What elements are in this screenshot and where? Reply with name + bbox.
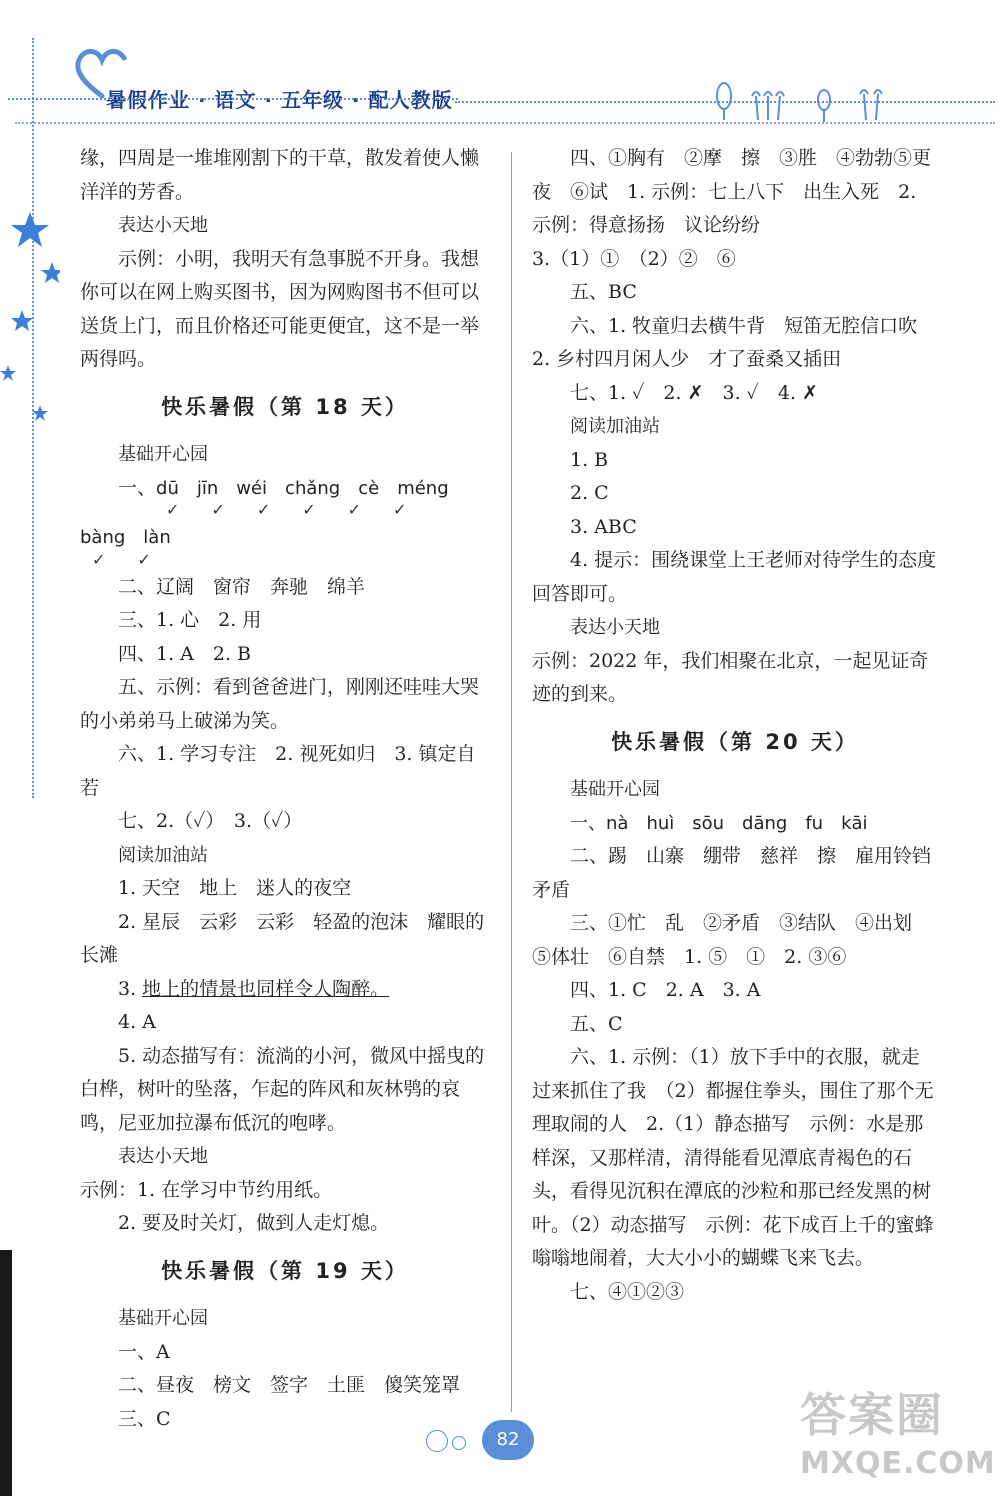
star-icon — [41, 262, 60, 283]
section-heading: 表达小天地 — [570, 617, 660, 638]
watermark-url: MXQE.COM — [800, 1446, 996, 1481]
section-heading: 阅读加油站 — [570, 416, 660, 437]
left-column — [80, 142, 490, 1436]
pinyin-answers: bàng làn — [80, 527, 171, 548]
column-divider — [511, 152, 512, 1412]
star-icon — [32, 405, 48, 421]
answer-line: 三、1. 心 2. 用 — [118, 609, 262, 631]
answer-line: 2. C — [570, 482, 609, 504]
star-icon — [0, 365, 16, 381]
day-heading: 快乐暑假（第 18 天） — [161, 394, 409, 419]
circle-decoration — [426, 1430, 448, 1452]
watermark-text: 答案圈 — [800, 1388, 944, 1442]
stars-decoration — [0, 200, 60, 430]
page-number: 82 — [482, 1420, 534, 1460]
answer-line: 4. A — [118, 1011, 156, 1033]
answer-line: 六、1. 示例：（1）放下手中的衣服，就走过来抓住了我 （2）都握住拳头，围住了那个无理取闹的人 2.（1）静态描写 示例：水是那样深，又那样清，清得能看见潭底青褐色的石头，看得见沉积在潭底的沙粒和那已经发黑的树叶。（2）动态描写 示例：花下成百上千的蜜蜂嗡嗡地闹着，大大小小的蝴蝶飞来飞去。 — [532, 1046, 934, 1269]
header-divider — [8, 98, 458, 100]
answer-line: 五、示例：看到爸爸进门，刚刚还哇哇大哭的小弟弟马上破涕为笑。 — [80, 676, 480, 732]
header-title: 暑假作业 · 语文 · 五年级 · 配人教版 — [106, 88, 453, 112]
answer-number: 3. — [118, 977, 143, 1000]
day-heading: 快乐暑假（第 19 天） — [161, 1258, 409, 1283]
answer-line: 七、2.（✓） 3.（✓） — [118, 810, 303, 832]
day-heading: 快乐暑假（第 20 天） — [611, 729, 859, 754]
paragraph: 示例：小明，我明天有急事脱不开身。我想你可以在网上购买图书，因为网购图书不但可以送货上门，而且价格还可能更便宜，这不是一举两得吗。 — [80, 247, 480, 370]
answer-line: 七、④①②③ — [570, 1280, 685, 1303]
answer-line: 三、C — [118, 1407, 171, 1430]
tick-marks: ✓ ✓ ✓ ✓ ✓ ✓ — [166, 500, 407, 519]
answer-line: 3.（1）① （2）② ⑥ — [532, 247, 736, 270]
answer-line — [80, 973, 490, 1007]
scan-edge-bar — [0, 1250, 12, 1496]
answer-line: 四、1. A 2. B — [118, 642, 252, 665]
answer-line: 二、踢 山寨 绷带 慈祥 擦 雇用铃铛 矛盾 — [532, 845, 951, 901]
paragraph: 缘，四周是一堆堆刚割下的干草，散发着使人懒洋洋的芳香。 — [80, 147, 480, 203]
underlined-answer: 地上的情景也同样令人陶醉。 — [142, 977, 390, 1000]
answer-line: 示例：1. 在学习中节约用纸。 — [80, 1178, 333, 1201]
answer-line: 1. 天空 地上 迷人的夜空 — [118, 877, 352, 899]
answer-line: 五、C — [570, 1012, 623, 1035]
section-heading: 表达小天地 — [118, 215, 208, 236]
answer-line: 三、①忙 乱 ②矛盾 ③结队 ④出划 ⑤体壮 ⑥自禁 1. ⑤ ① 2. ③⑥ — [532, 912, 932, 968]
plants-icon — [712, 78, 897, 123]
pinyin-answers: 一、nà huì sōu dāng fu kāi — [570, 812, 868, 834]
answer-line: 一、A — [118, 1340, 170, 1363]
section-heading: 基础开心园 — [570, 779, 660, 800]
section-heading: 表达小天地 — [118, 1146, 208, 1167]
section-heading: 阅读加油站 — [118, 844, 208, 866]
answer-line: 四、1. C 2. A 3. A — [570, 979, 761, 1001]
answer-line: 七、1. ✓ 2. ✗ 3. ✓ 4. ✗ — [570, 381, 819, 404]
circle-decoration — [452, 1436, 466, 1450]
tick-marks: ✓ ✓ — [92, 549, 151, 569]
right-column — [532, 142, 951, 1309]
answer-line: 五、BC — [570, 281, 637, 303]
answer-line: 4. 提示：围绕课堂上王老师对待学生的态度回答即可。 — [532, 549, 937, 605]
star-icon — [11, 212, 49, 247]
section-heading: 基础开心园 — [118, 1308, 208, 1329]
answer-line: 1. B — [570, 448, 609, 471]
answer-line: 示例：2022 年，我们相聚在北京，一起见证奇迹的到来。 — [532, 649, 929, 705]
answer-line: 二、辽阔 窗帘 奔驰 绵羊 — [118, 575, 366, 598]
pinyin-answers: dū jīn wéi chǎng cè méng — [156, 477, 449, 499]
answer-line: 5. 动态描写有：流淌的小河，微风中摇曳的白桦，树叶的坠落，乍起的阵风和灰林鸮的哀鸣，尼亚加拉瀑布低沉的咆哮。 — [80, 1044, 485, 1134]
watermark-logo — [800, 1385, 995, 1490]
answer-line: 六、1. 学习专注 2. 视死如归 3. 镇定自若 — [80, 743, 476, 799]
answer-line: 四、①胸有 ②摩 擦 ③胜 ④勃勃⑤更 夜 ⑥试 1. 示例：七上八下 出生入死 2. 示例：得意扬扬 议论纷纷 — [532, 147, 951, 236]
answer-line: 3. ABC — [570, 515, 637, 538]
answer-line: 六、1. 牧童归去横牛背 短笛无腔信口吹 2. 乡村四月闲人少 才了蚕桑又插田 — [532, 314, 937, 370]
answer-line: 2. 要及时关灯，做到人走灯熄。 — [118, 1212, 390, 1234]
section-heading: 基础开心园 — [118, 444, 208, 465]
answer-line: 2. 星辰 云彩 云彩 轻盈的泡沫 耀眼的长滩 — [80, 910, 485, 966]
star-icon — [11, 310, 33, 331]
answer-line: 二、昼夜 榜文 签字 土匪 傻笑笼罩 — [118, 1374, 461, 1396]
question-prefix: 一、 — [118, 476, 157, 499]
